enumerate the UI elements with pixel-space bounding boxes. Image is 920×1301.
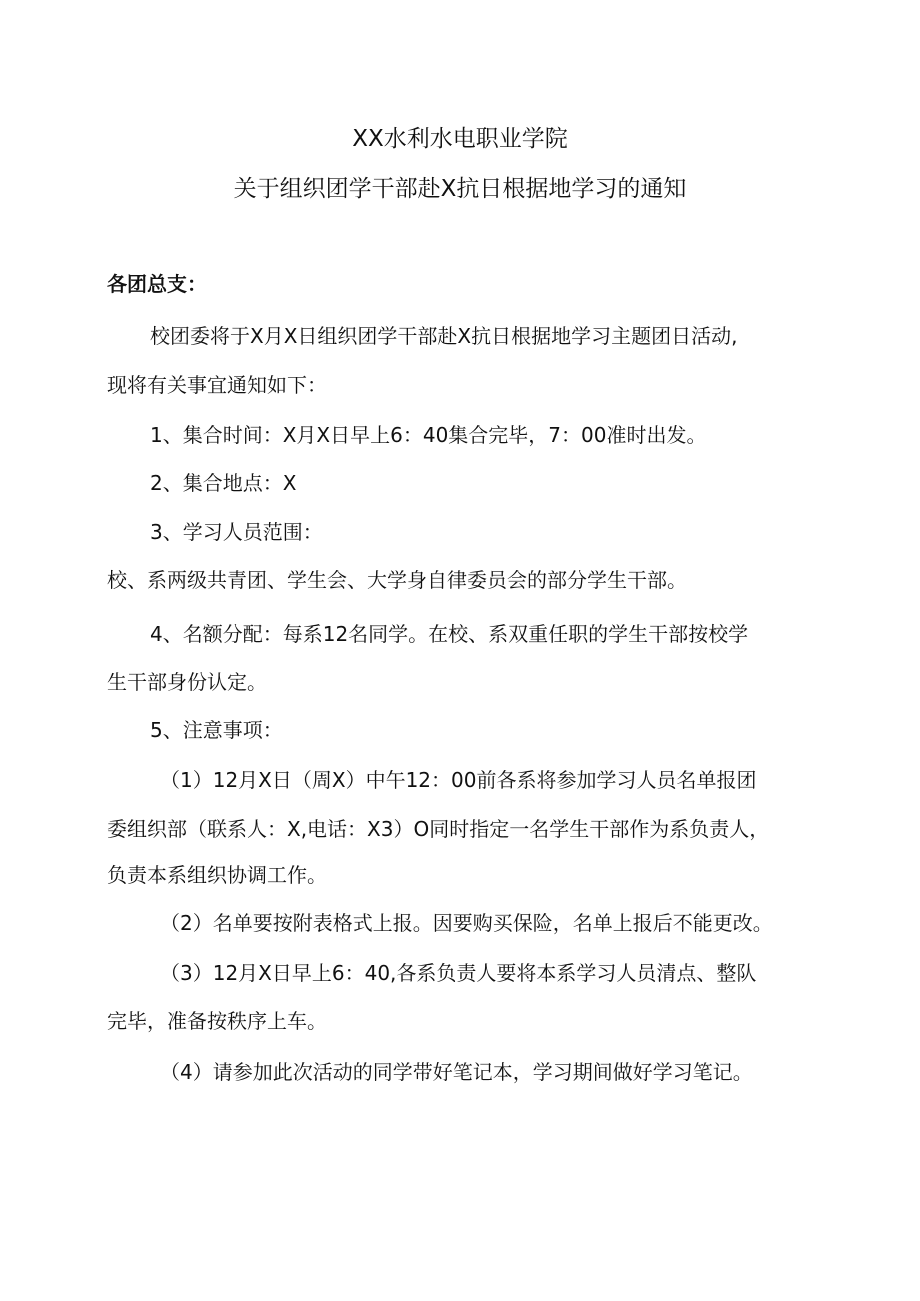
item-1-assembly-time: 1、集合时间：X月X日早上6：40集合完毕，7：00准时出发。 <box>150 423 707 447</box>
item-3-detail: 校、系两级共青团、学生会、大学身自律委员会的部分学生干部。 <box>107 568 687 592</box>
intro-line-1: 校团委将于X月X日组织团学干部赴X抗日根据地学习主题团日活动, <box>150 324 738 348</box>
salutation: 各团总支： <box>107 272 207 296</box>
item-4-line-2: 生干部身份认定。 <box>107 670 267 694</box>
note-1-line-3: 负责本系组织协调工作。 <box>107 863 327 887</box>
note-1-line-1: （1）12月X日（周X）中午12：00前各系将参加学习人员名单报团 <box>160 768 757 792</box>
item-4-line-1: 4、名额分配：每系12名同学。在校、系双重任职的学生干部按校学 <box>150 622 749 646</box>
note-3-line-2: 完毕，准备按秩序上车。 <box>107 1009 327 1033</box>
item-5-notes-heading: 5、注意事项： <box>150 718 283 742</box>
title-institution: XX水利水电职业学院 <box>352 126 568 152</box>
note-2: （2）名单要按附表格式上报。因要购买保险，名单上报后不能更改。 <box>160 911 773 935</box>
note-4: （4）请参加此次活动的同学带好笔记本，学习期间做好学习笔记。 <box>160 1060 753 1084</box>
title-notice: 关于组织团学干部赴X抗日根据地学习的通知 <box>233 176 687 202</box>
intro-line-2: 现将有关事宜通知如下： <box>107 373 327 397</box>
item-2-assembly-location: 2、集合地点：X <box>150 471 297 495</box>
note-3-line-1: （3）12月X日早上6：40,各系负责人要将本系学习人员清点、整队 <box>160 961 757 985</box>
note-1-line-2: 委组织部（联系人：X,电话：X3）O同时指定一名学生干部作为系负责人， <box>107 817 770 841</box>
item-3-participants: 3、学习人员范围： <box>150 520 323 544</box>
